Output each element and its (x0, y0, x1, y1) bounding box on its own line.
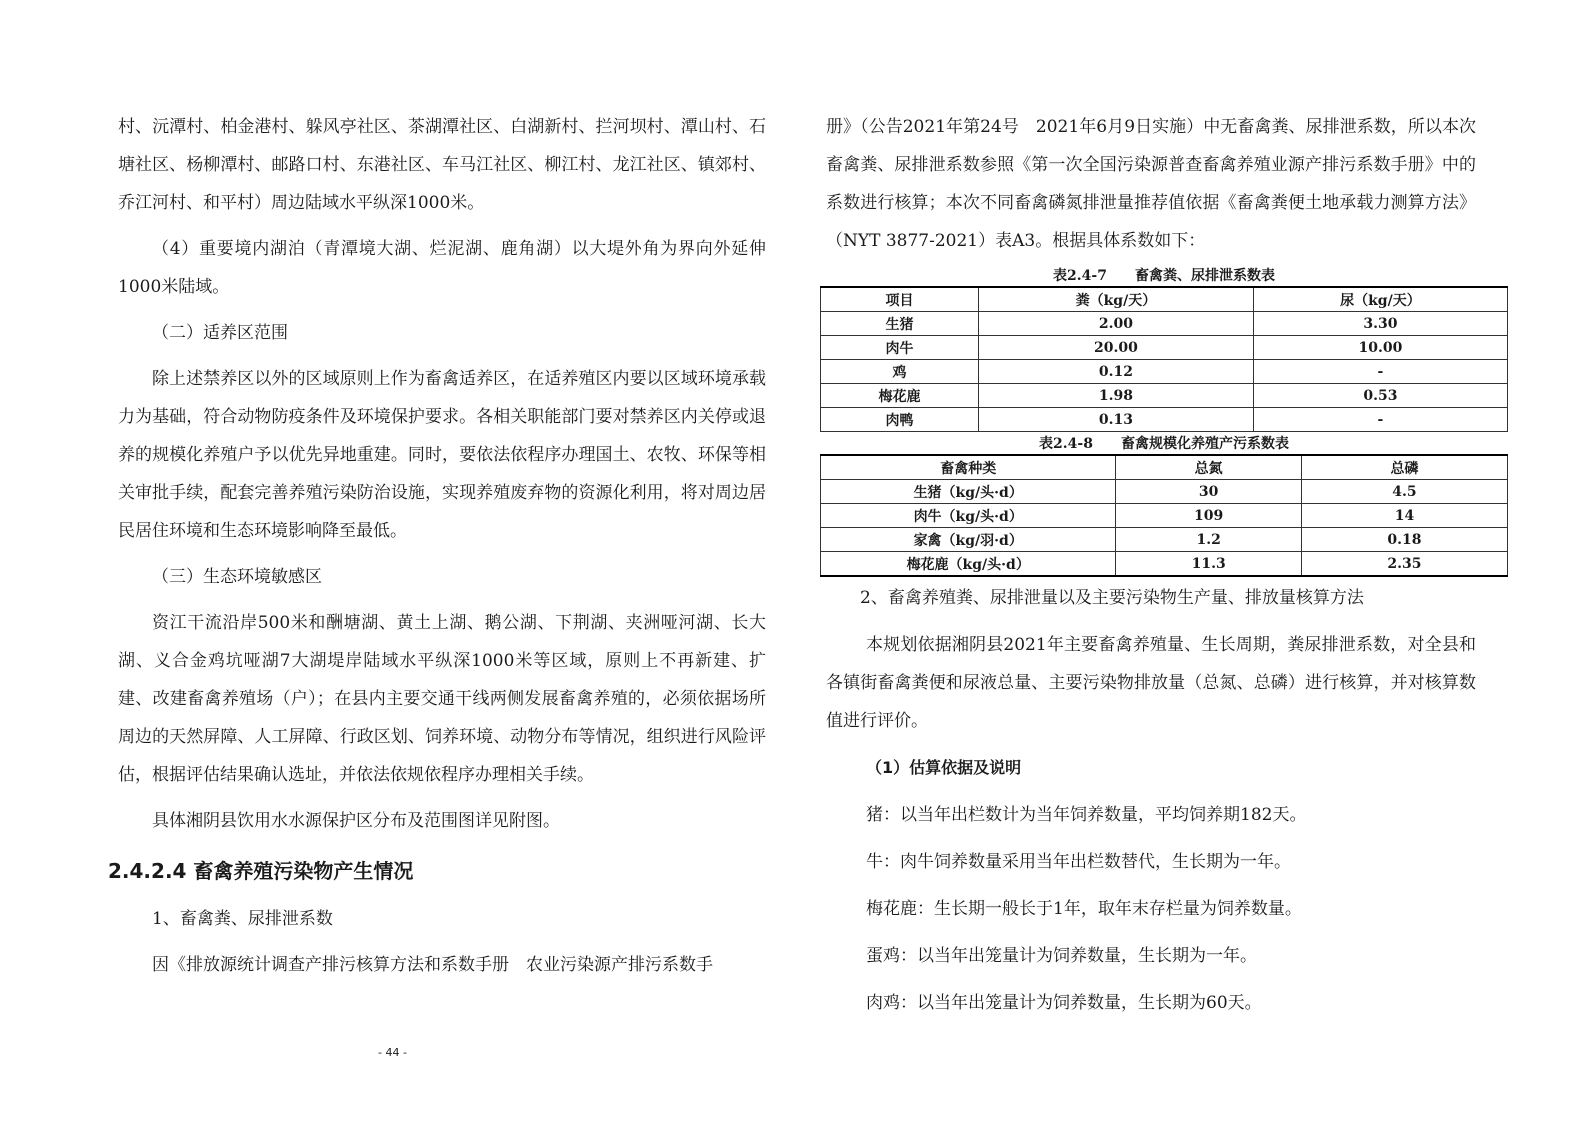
right-column (826, 108, 1476, 1022)
bold-sub-title (826, 749, 1476, 787)
page-number: - 44 - (378, 1046, 407, 1059)
table-header: 粪（kg/天） (979, 287, 1254, 312)
paragraph: （4）重要境内湖泊（青潭境大湖、烂泥湖、鹿角湖）以大堤外角为界向外延伸1000米陆域。 (118, 239, 766, 297)
table-row (821, 384, 1508, 408)
table-cell: 肉牛（kg/头·d） (821, 504, 1116, 528)
table-cell: 0.18 (1301, 528, 1507, 552)
table-row (821, 312, 1508, 336)
pollution-coefficient-table (820, 454, 1508, 577)
table-header: 尿（kg/天） (1253, 287, 1507, 312)
sub-title: 2、畜禽养殖粪、尿排泄量以及主要污染物生产量、排放量核算方法 (860, 588, 1364, 608)
paragraph: 除上述禁养区以外的区域原则上作为畜禽适养区，在适养殖区内要以区域环境承载力为基础，符合动物防疫条件及环境保护要求。各相关职能部门要对禁养区内关停或退养的规模化养殖户予以优先异地重建。同时，要依法依程序办理国土、农牧、环保等相关审批手续，配套完善养殖污染防治设施，实现养殖废弃物的资源化利用，将对周边居民居住环境和生态环境影响降至最低。 (118, 369, 766, 541)
paragraph: 猪：以当年出栏数计为当年饲养数量，平均饲养期182天。 (866, 805, 1307, 825)
table-cell: 1.2 (1116, 528, 1301, 552)
table-header: 项目 (821, 287, 979, 312)
table-cell: - (1253, 360, 1507, 384)
table-caption: 表2.4-7 畜禽粪、尿排泄系数表 (1053, 268, 1275, 284)
table-cell: 生猪（kg/头·d） (821, 480, 1116, 504)
paragraph: 资江干流沿岸500米和酬塘湖、黄土上湖、鹅公湖、下荆湖、夹洲哑河湖、长大湖、义合金鸡坑哑湖7大湖堤岸陆域水平纵深1000米等区域，原则上不再新建、扩建、改建畜禽养殖场（户）；在县内主要交通干线两侧发展畜禽养殖的，必须依据场所周边的天然屏障、人工屏障、行政区划、饲养环境、动物分布等情况，组织进行风险评估，根据评估结果确认选址，并依法依规依程序办理相关手续。 (118, 613, 766, 785)
paragraph: 蛋鸡：以当年出笼量计为饲养数量，生长期为一年。 (866, 946, 1257, 966)
bold-sub-title-text: （1）估算依据及说明 (866, 758, 1022, 777)
section-title: （三）生态环境敏感区 (152, 567, 322, 587)
table-cell: 0.12 (979, 360, 1254, 384)
paragraph: 村、沅潭村、柏金港村、躲风亭社区、茶湖潭社区、白湖新村、拦河坝村、潭山村、石塘社区、杨柳潭村、邮路口村、东港社区、车马江社区、柳江村、龙江社区、镇郊村、乔江河村、和平村）周边陆域水平纵深1000米。 (118, 117, 766, 213)
table-cell: 109 (1116, 504, 1301, 528)
table-cell: 梅花鹿 (821, 384, 979, 408)
table-cell: 10.00 (1253, 336, 1507, 360)
table-cell: - (1253, 408, 1507, 432)
table-header: 总磷 (1301, 455, 1507, 480)
table-cell: 11.3 (1116, 552, 1301, 577)
table-cell: 生猪 (821, 312, 979, 336)
table-cell: 肉鸭 (821, 408, 979, 432)
table-cell: 3.30 (1253, 312, 1507, 336)
section-heading: 2.4.2.4 畜禽养殖污染物产生情况 (108, 859, 414, 883)
paragraph: 因《排放源统计调查产排污核算方法和系数手册 农业污染源产排污系数手 (152, 955, 713, 975)
table-header-row (821, 287, 1508, 312)
table-row (821, 552, 1508, 577)
paragraph: 梅花鹿：生长期一般长于1年，取年末存栏量为饲养数量。 (866, 899, 1302, 919)
paragraph: 具体湘阴县饮用水水源保护区分布及范围图详见附图。 (152, 811, 560, 831)
table-row (821, 528, 1508, 552)
table-row (821, 480, 1508, 504)
section-title: （二）适养区范围 (152, 323, 288, 343)
table-cell: 2.35 (1301, 552, 1507, 577)
paragraph: 本规划依据湘阴县2021年主要畜禽养殖量、生长周期，粪尿排泄系数，对全县和各镇街畜禽粪便和尿液总量、主要污染物排放量（总氮、总磷）进行核算，并对核算数值进行评价。 (826, 635, 1476, 731)
paragraph: 册》（公告2021年第24号 2021年6月9日实施）中无畜禽粪、尿排泄系数，所以本次畜禽粪、尿排泄系数参照《第一次全国污染源普查畜禽养殖业源产排污系数手册》中的系数进行核算；本次不同畜禽磷氮排泄量推荐值依据《畜禽粪便土地承载力测算方法》（NYT 3877-2021）表A3。根据具体系数如下： (826, 117, 1476, 251)
table-cell: 20.00 (979, 336, 1254, 360)
table-row (821, 336, 1508, 360)
excretion-coefficient-table (820, 286, 1508, 432)
table-cell: 0.53 (1253, 384, 1507, 408)
table-cell: 4.5 (1301, 480, 1507, 504)
table-cell: 30 (1116, 480, 1301, 504)
table-cell: 鸡 (821, 360, 979, 384)
table-row (821, 504, 1508, 528)
table-caption: 表2.4-8 畜禽规模化养殖产污系数表 (1039, 436, 1289, 452)
table-header: 总氮 (1116, 455, 1301, 480)
table-row (821, 408, 1508, 432)
table-cell: 1.98 (979, 384, 1254, 408)
table-cell: 0.13 (979, 408, 1254, 432)
table-cell: 梅花鹿（kg/头·d） (821, 552, 1116, 577)
table-cell: 家禽（kg/羽·d） (821, 528, 1116, 552)
left-column (108, 108, 766, 984)
table-header: 畜禽种类 (821, 455, 1116, 480)
paragraph: 肉鸡：以当年出笼量计为饲养数量，生长期为60天。 (866, 993, 1262, 1013)
paragraph: 牛：肉牛饲养数量采用当年出栏数替代，生长期为一年。 (866, 852, 1291, 872)
sub-title: 1、畜禽粪、尿排泄系数 (152, 909, 333, 929)
table-cell: 2.00 (979, 312, 1254, 336)
table-cell: 14 (1301, 504, 1507, 528)
table-cell: 肉牛 (821, 336, 979, 360)
table-header-row (821, 455, 1508, 480)
table-row (821, 360, 1508, 384)
